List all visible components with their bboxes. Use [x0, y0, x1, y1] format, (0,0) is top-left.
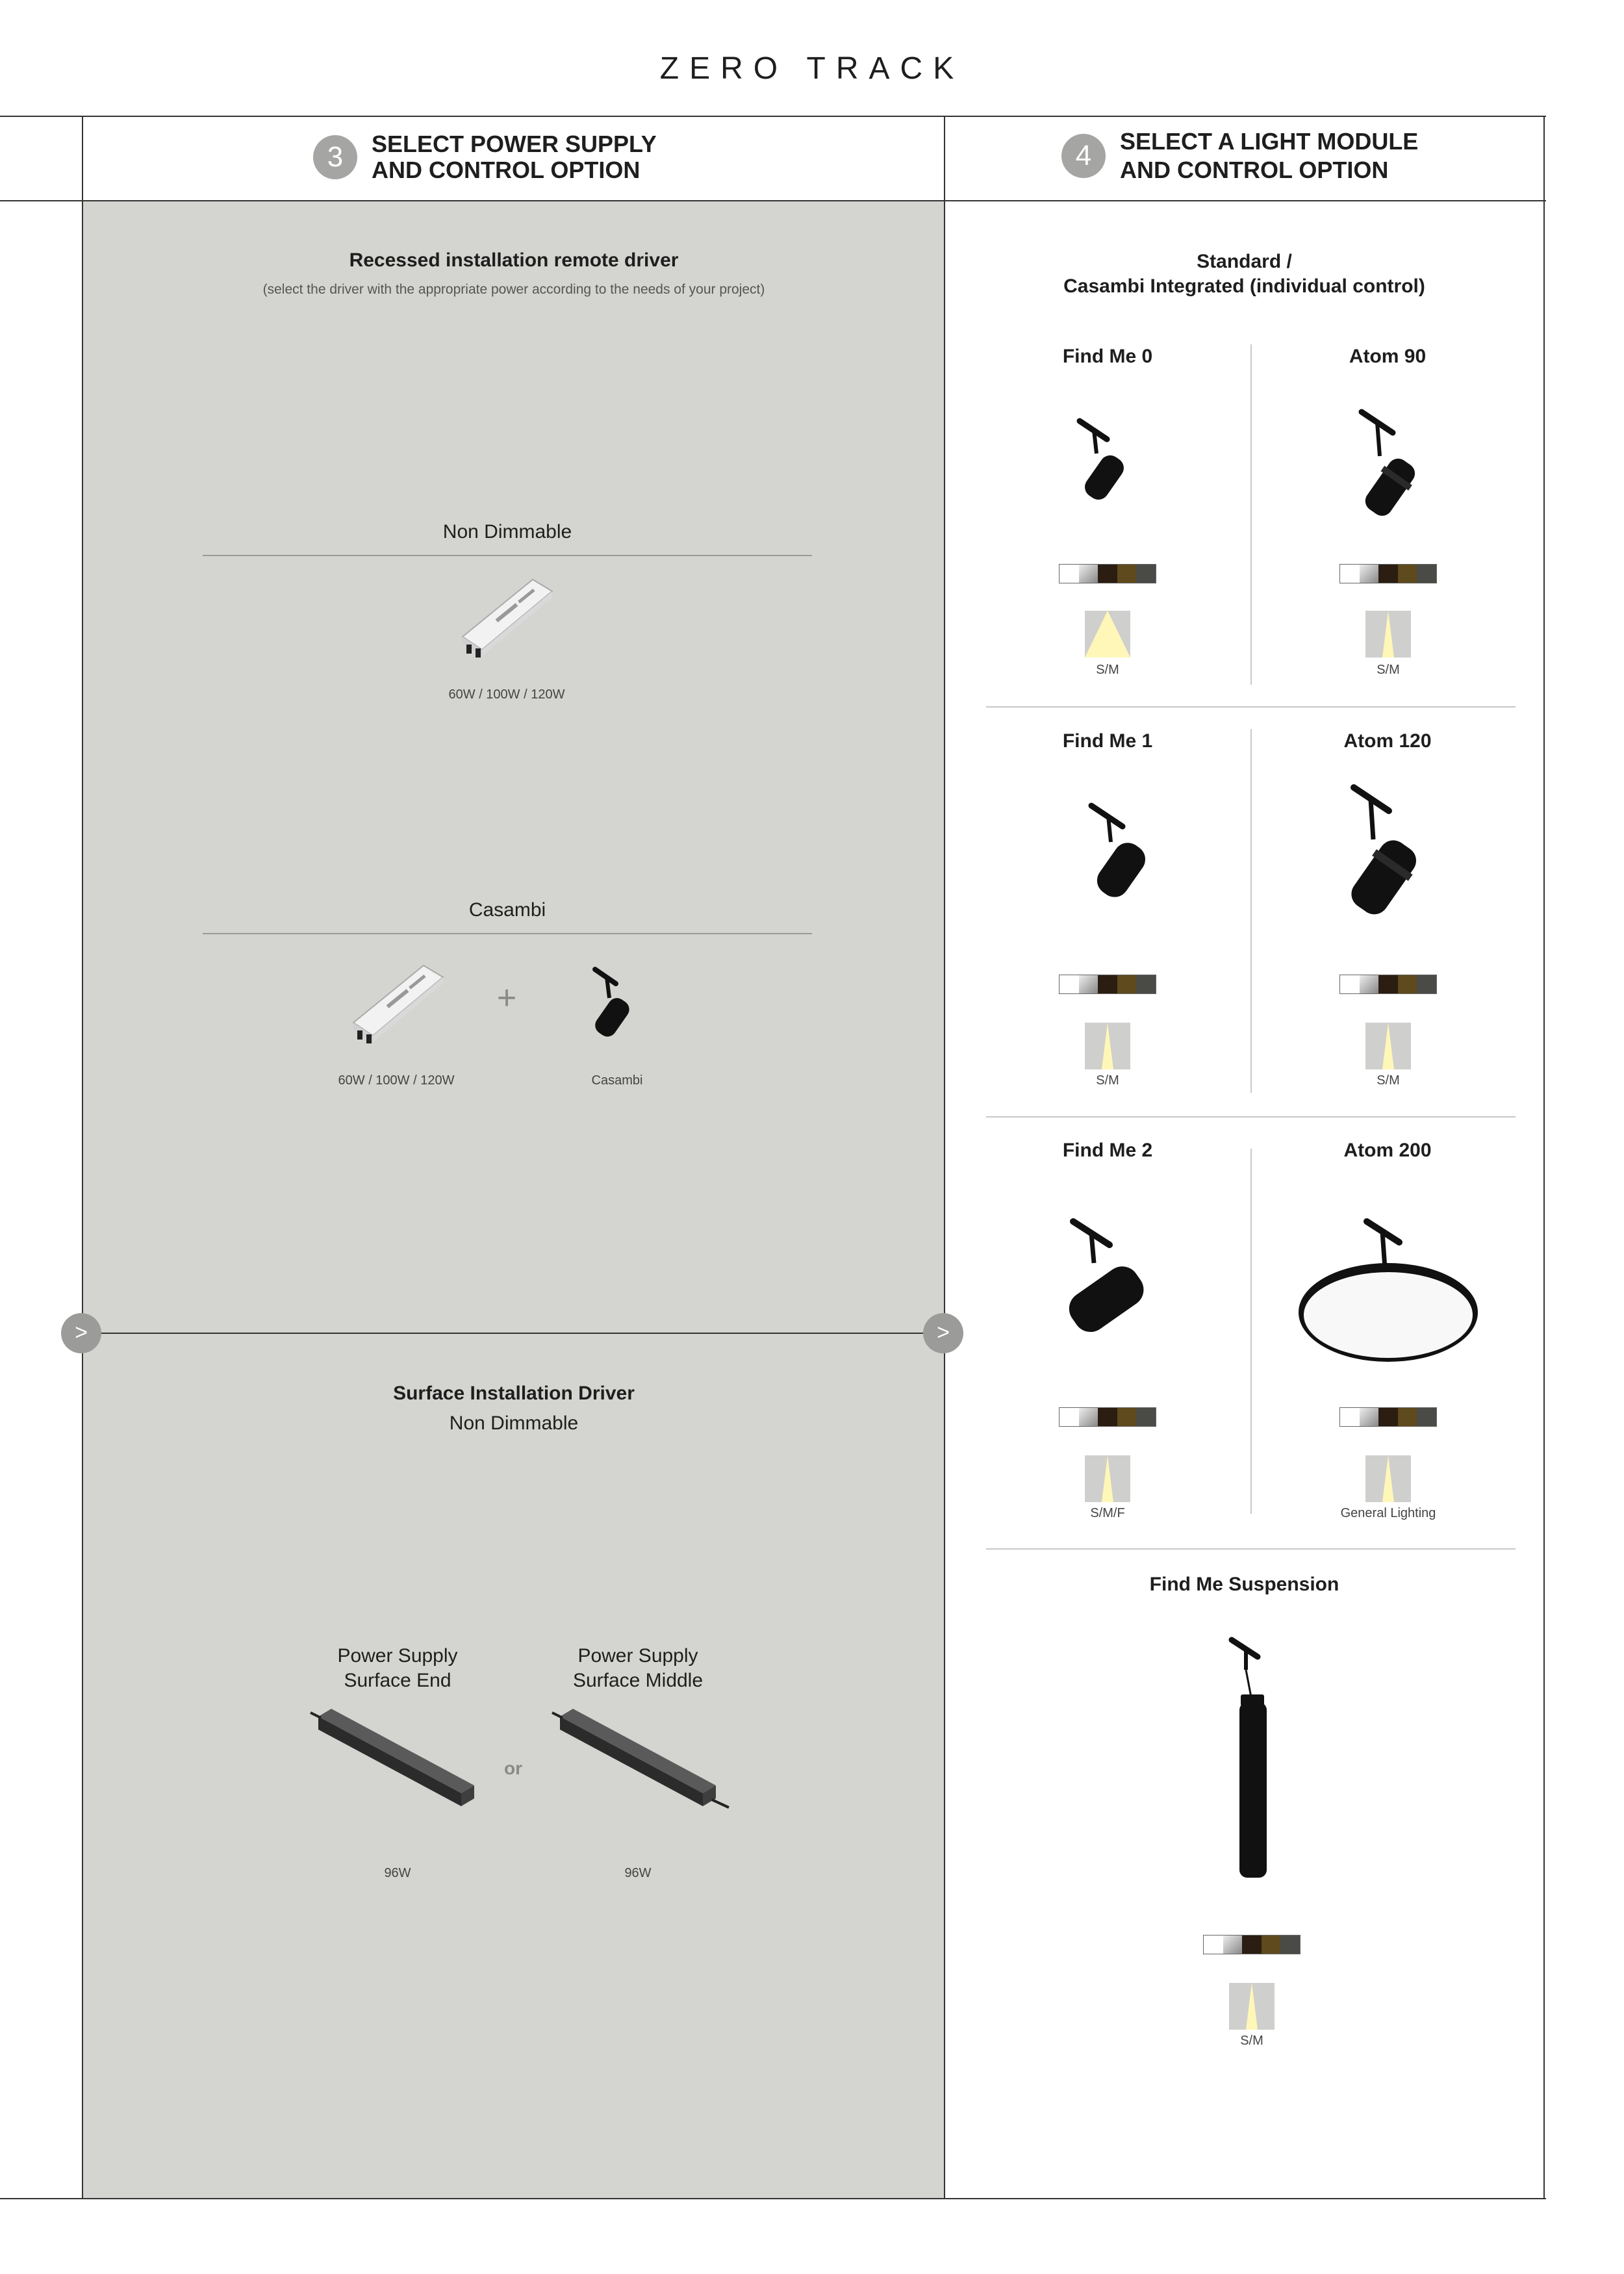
atom-120-image[interactable] [1324, 780, 1441, 929]
casambi-module-image [583, 962, 642, 1046]
atom-90-image[interactable] [1342, 404, 1433, 528]
row2-bottom-rule [986, 1116, 1516, 1118]
beam-icon-find-me-1 [1085, 1023, 1130, 1069]
module-name-find-me-1: Find Me 1 [1062, 730, 1153, 752]
non-dimmable-power: 60W / 100W / 120W [448, 687, 565, 702]
step-3-heading-line1: SELECT POWER SUPPLY [372, 131, 657, 157]
step-3-badge: 3 [313, 135, 357, 179]
recessed-title: Recessed installation remote driver [349, 249, 679, 271]
arrow-right-icon[interactable]: > [923, 1313, 963, 1353]
casambi-rule [203, 933, 812, 934]
finish-swatch-find-me-2[interactable] [1059, 1407, 1156, 1427]
surface-middle-power: 96W [624, 1866, 652, 1880]
step-4-heading [1120, 127, 1418, 185]
beam-icon-atom-200 [1365, 1455, 1411, 1502]
surface-end-line1: Power Supply [337, 1645, 458, 1667]
surface-title: Surface Installation Driver [393, 1383, 635, 1404]
beam-icon-atom-120 [1365, 1023, 1411, 1069]
finish-swatch-atom-90[interactable] [1339, 564, 1437, 583]
module-name-atom-120: Atom 120 [1343, 730, 1432, 752]
surface-middle-line1: Power Supply [577, 1645, 698, 1667]
beam-label-find-me-2: S/M/F [1090, 1506, 1125, 1520]
find-me-0-image[interactable] [1064, 413, 1142, 511]
surface-end-label [268, 1644, 527, 1693]
or-label: or [504, 1758, 522, 1778]
driver-image [455, 572, 559, 663]
beam-icon-atom-90 [1365, 611, 1411, 658]
finish-swatch-atom-200[interactable] [1339, 1407, 1437, 1427]
beam-icon-find-me-0 [1085, 611, 1130, 658]
surface-middle-image [547, 1702, 735, 1813]
recessed-driver-panel [83, 201, 945, 1333]
row1-separator [1250, 344, 1252, 685]
module-name-find-me-0: Find Me 0 [1062, 346, 1153, 367]
casambi-power: 60W / 100W / 120W [338, 1073, 455, 1088]
find-me-suspension-image[interactable] [1221, 1631, 1286, 1884]
modules-heading-line2: Casambi Integrated (individual control) [1063, 275, 1425, 297]
document-title: ZERO TRACK [659, 51, 965, 86]
modules-heading [945, 249, 1543, 299]
step-4-badge: 4 [1061, 134, 1106, 178]
finish-swatch-find-me-0[interactable] [1059, 564, 1156, 583]
column-divider-right [1543, 116, 1545, 2199]
module-name-atom-200: Atom 200 [1343, 1140, 1432, 1161]
find-me-2-image[interactable] [1047, 1214, 1164, 1344]
beam-label-find-me-0: S/M [1096, 663, 1119, 677]
finish-swatch-find-me-suspension[interactable] [1203, 1935, 1300, 1954]
casambi-label: Casambi [468, 899, 546, 921]
finish-swatch-find-me-1[interactable] [1059, 975, 1156, 994]
step-4-heading-line1: SELECT A LIGHT MODULE [1120, 128, 1419, 155]
finish-swatch-atom-120[interactable] [1339, 975, 1437, 994]
module-name-find-me-2: Find Me 2 [1062, 1140, 1153, 1161]
module-name-atom-90: Atom 90 [1349, 346, 1427, 367]
beam-label-find-me-suspension: S/M [1240, 2034, 1263, 2048]
row2-separator [1250, 729, 1252, 1093]
row1-bottom-rule [986, 706, 1516, 708]
row3-separator [1250, 1149, 1252, 1514]
surface-middle-line2: Surface Middle [572, 1670, 704, 1691]
module-name-find-me-suspension: Find Me Suspension [1149, 1574, 1339, 1595]
beam-icon-find-me-suspension [1229, 1983, 1275, 2030]
surface-end-line2: Surface End [344, 1670, 451, 1691]
beam-label-atom-90: S/M [1377, 663, 1400, 677]
atom-200-image[interactable] [1294, 1214, 1482, 1370]
table-top-border [0, 116, 1546, 117]
step-4-heading-line2: AND CONTROL OPTION [1120, 157, 1389, 183]
surface-subtitle: Non Dimmable [449, 1412, 579, 1434]
beam-icon-find-me-2 [1085, 1455, 1130, 1502]
surface-end-image [305, 1702, 481, 1813]
non-dimmable-rule [203, 555, 812, 556]
plus-sign: + [496, 979, 517, 1017]
modules-heading-line1: Standard / [1197, 251, 1292, 272]
beam-label-find-me-1: S/M [1096, 1073, 1119, 1088]
beam-label-atom-200: General Lighting [1340, 1506, 1436, 1520]
surface-middle-label [508, 1644, 768, 1693]
step-3-heading-line2: AND CONTROL OPTION [372, 157, 641, 183]
header-bottom-border [0, 200, 1546, 201]
recessed-subtitle: (select the driver with the appropriate power according to the needs of your project) [262, 282, 765, 297]
surface-end-power: 96W [384, 1866, 411, 1880]
panel-divider [83, 1333, 945, 1334]
arrow-left-icon[interactable]: > [61, 1313, 101, 1353]
column-divider-left [82, 116, 83, 2199]
step-3-heading [372, 131, 657, 183]
beam-label-atom-120: S/M [1377, 1073, 1400, 1088]
non-dimmable-label: Non Dimmable [442, 521, 572, 543]
casambi-module-label: Casambi [591, 1073, 643, 1088]
row3-bottom-rule [986, 1548, 1516, 1550]
find-me-1-image[interactable] [1074, 798, 1165, 908]
column-divider-middle [944, 116, 945, 2199]
table-bottom-border [0, 2198, 1546, 2199]
casambi-driver-image [346, 958, 450, 1049]
